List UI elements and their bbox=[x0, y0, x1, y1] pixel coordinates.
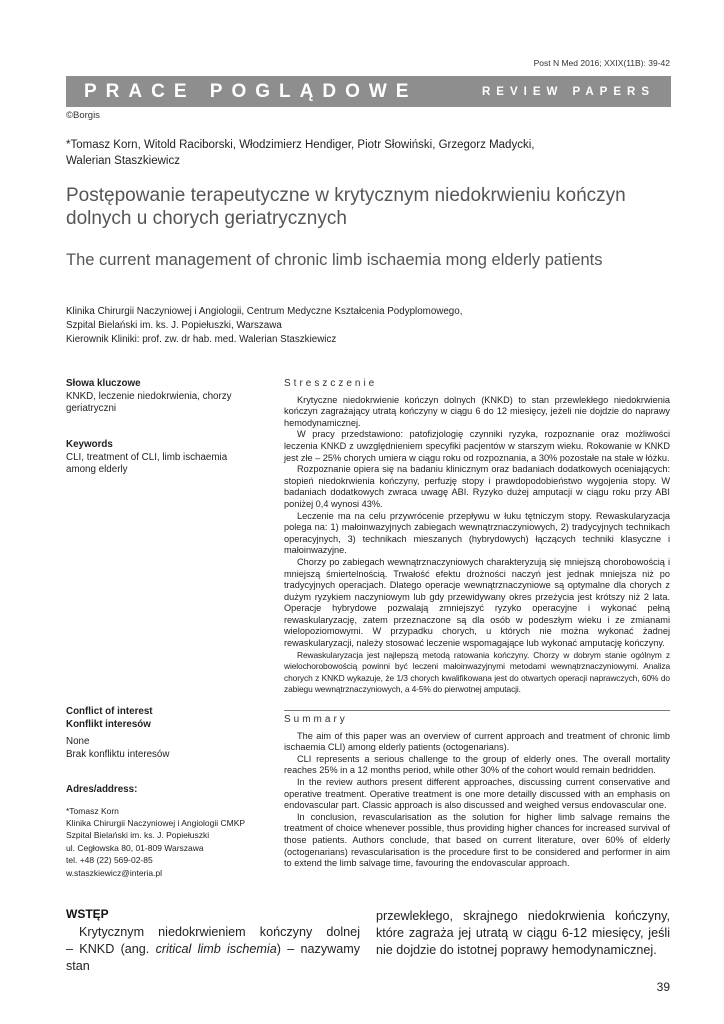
keywords-english-line-1: CLI, treatment of CLI, limb ischaemia bbox=[66, 451, 228, 463]
author-list bbox=[66, 137, 626, 169]
conflict-of-interest bbox=[66, 706, 266, 761]
journal-citation: Post N Med 2016; XXIX(11B): 39-42 bbox=[533, 58, 670, 68]
streszczenie-paragraph: Leczenie ma na celu przywrócenie przepływu w łuku tętniczym stopy. Rewaskularyzacja polega na: 1) małoinwazyjnych zabiegach wewnątrznaczyniowych, 2) tradycyjnych technikach operacyjnych, 3) technikach mieszanych (hybrydowych) łączących techniki klasyczne i małoinwazyjne. bbox=[284, 510, 670, 556]
affiliation bbox=[66, 305, 646, 347]
page-number: 39 bbox=[656, 980, 670, 994]
address-line: tel. +48 (22) 569-02-85 bbox=[66, 855, 153, 866]
coi-heading-polish: Konflikt interesów bbox=[66, 718, 151, 730]
keywords-polish-heading: Słowa kluczowe bbox=[66, 378, 141, 389]
banner-polish-label: PRACE POGLĄDOWE bbox=[84, 80, 418, 102]
streszczenie-paragraph: Rozpoznanie opiera się na badaniu klinicznym oraz badaniach dodatkowych oceniających: stopień niedokrwienia kończyny, perfuzję stopy i prawdopodobieństwo wygojenia stopy. W badaniach dodatkowych zwraca uwagę ABI. Ryzyko dużej amputacji w ciągu roku przy ABI poniżej 0,4 wynosi 43%. bbox=[284, 464, 670, 509]
copyright-notice: ©Borgis bbox=[66, 110, 100, 121]
title-polish-line-2: dolnych u chorych geriatrycznych bbox=[66, 207, 347, 229]
keywords-polish-line-1: KNKD, leczenie niedokrwienia, chorzy bbox=[66, 390, 232, 402]
address-line: Klinika Chirurgii Naczyniowej i Angiologii CMKP bbox=[66, 818, 246, 828]
author-line-1: *Tomasz Korn, Witold Raciborski, Włodzimierz Hendiger, Piotr Słowiński, Grzegorz Madycki, bbox=[66, 139, 535, 151]
summary-paragraph: In conclusion, revascularisation as the solution for higher limb salvage remains the treatment of choice whenever possible, thus providing higher chances for increased survival of those patients. Authors conclude, that based on current literature, over 60% of elderly (octogenarians) revascularisation is the procedure first to be considered and performer in aim to extend the limb salvage time, favouring the endovascular approach. bbox=[284, 811, 670, 869]
body-italic-term: critical limb ischemia bbox=[155, 942, 277, 956]
address-email: w.staszkiewicz@interia.pl bbox=[66, 867, 163, 878]
title-english: The current management of chronic limb ischaemia mong elderly patients bbox=[66, 251, 603, 269]
summary-section bbox=[284, 714, 670, 870]
streszczenie-paragraph: W pracy przedstawiono: patofizjologię czynniki ryzyka, rozpoznanie oraz możliwości leczenia KNKD z uwzględnieniem specyfiki pacjentów w starszym wieku. Rokowanie w KNKD jest złe – 25% chorych umiera w ciągu roku od rozpoznania, a 30% pozostałe na stałe w łóżku. bbox=[284, 429, 670, 463]
body-left-column bbox=[66, 924, 360, 975]
address-body bbox=[66, 805, 266, 879]
summary-heading: Summary bbox=[284, 714, 348, 725]
address-line: ul. Cegłowska 80, 01-809 Warszawa bbox=[66, 842, 204, 853]
body-text-line: Krytycznym niedokrwieniem kończyny dolnej bbox=[79, 925, 360, 939]
streszczenie-heading: Streszczenie bbox=[284, 378, 378, 389]
coi-heading-english: Conflict of interest bbox=[66, 706, 153, 717]
title-polish bbox=[66, 185, 666, 230]
streszczenie-paragraph: Krytyczne niedokrwienie kończyn dolnych (KNKD) to stan przewlekłego niedokrwienia kończyn zagrażający utratą kończyny w ciągu 6 do 12 miesięcy, jeżeli nie dojdzie do naprawy hemodynamicznej. bbox=[284, 394, 670, 428]
coi-value-polish: Brak konfliktu interesów bbox=[66, 748, 170, 760]
streszczenie-paragraph: Rewaskularyzacja jest najlepszą metodą ratowania kończyny. Chorzy w dobrym stanie ogólnym z wielochorobowością powinni być leczeni małoinwazyjnymi metodami wewnątrznaczyniowymi. Analiza chorych z KNKD wykazuje, że 1/3 chorych kwalifikowana jest do otwartych operacji naprawczych, 60% do zabiegu wewnątrznaczyniowych, a 4-5% do pierwotnej amputacji. bbox=[284, 649, 670, 695]
banner-english-label: REVIEW PAPERS bbox=[482, 85, 655, 98]
keywords-polish bbox=[66, 378, 266, 416]
address-line: Szpital Bielański im. ks. J. Popiełuszki bbox=[66, 830, 210, 841]
author-line-2: Walerian Staszkiewicz bbox=[66, 155, 180, 167]
correspondence-address bbox=[66, 784, 266, 879]
keywords-english-line-2: among elderly bbox=[66, 464, 128, 476]
address-line: *Tomasz Korn bbox=[66, 805, 119, 816]
summary-paragraph: CLI represents a serious challenge to the group of elderly ones. The overall mortality reaches 25% in a 12 months period, while other 30% of the cohort would remain bedridden. bbox=[284, 753, 670, 776]
affiliation-line-3: Kierownik Kliniki: prof. zw. dr hab. med. Walerian Staszkiewicz bbox=[66, 334, 337, 345]
keywords-polish-line-2: geriatryczni bbox=[66, 403, 117, 415]
summary-paragraph: In the review authors present different approaches, discussing current conservative and operative treatment. Operative treatment is one more detailly discussed with an emphasis on endovascular part. Classic approach is also discussed and weighed versus endovascular one. bbox=[284, 776, 670, 811]
coi-value-english: None bbox=[66, 736, 90, 748]
body-right-column: przewlekłego, skrajnego niedokrwienia kończyny, które zagraża jej utratą w ciągu 6-12 miesięcy, jeśli nie dojdzie do istotnej poprawy hemodynamicznej. bbox=[376, 909, 670, 957]
keywords-english-heading: Keywords bbox=[66, 439, 113, 450]
section-heading-wstep: WSTĘP bbox=[66, 907, 109, 921]
section-banner bbox=[66, 76, 671, 107]
streszczenie-paragraph: Chorzy po zabiegach wewnątrznaczyniowych charakteryzują się mniejszą chorobowością i mniejszą śmiertelnością. Trwałość efektu drożności naczyń jest jednak mniejsza niż po tradycyjnych operacjach. Dlatego operacje wewnątrznaczyniowe są optymalne dla chorych z dużym ryzykiem naczyniowym lub gdy przewidywany okres przeżycia jest krótszy niż 2 lata. Operacje hybrydowe pozwalają zmniejszyć ryzyko operacyjne i wykonać pełną rewaskularyzację, zatem przeznaczone są dla osób w podeszłym wieku i ze zmianami wielopoziomowymi. W przypadku chorych, u których nie można wykonać żadnej rewaskularyzacji, należy stosować leczenie wspomagające lub wykonać amputację kończyny. bbox=[284, 556, 670, 649]
streszczenie-section bbox=[284, 378, 670, 696]
body-text-fragment: – KNKD (ang. bbox=[66, 942, 156, 956]
affiliation-line-1: Klinika Chirurgii Naczyniowej i Angiologii, Centrum Medyczne Kształcenia Podyplomowego, bbox=[66, 306, 463, 317]
body-text-fragment: ) – nazywamy stan bbox=[66, 942, 360, 973]
body-text-line bbox=[66, 941, 360, 975]
title-polish-line-1: Postępowanie terapeutyczne w krytycznym niedokrwieniu kończyn bbox=[66, 185, 626, 206]
address-heading: Adres/address: bbox=[66, 784, 138, 795]
summary-paragraph: The aim of this paper was an overview of current approach and treatment of chronic limb ischaemia CLI) among elderly patients (octogenarians). bbox=[284, 730, 670, 753]
keywords-english bbox=[66, 439, 266, 477]
affiliation-line-2: Szpital Bielański im. ks. J. Popiełuszki, Warszawa bbox=[66, 320, 282, 331]
section-divider bbox=[284, 710, 670, 711]
